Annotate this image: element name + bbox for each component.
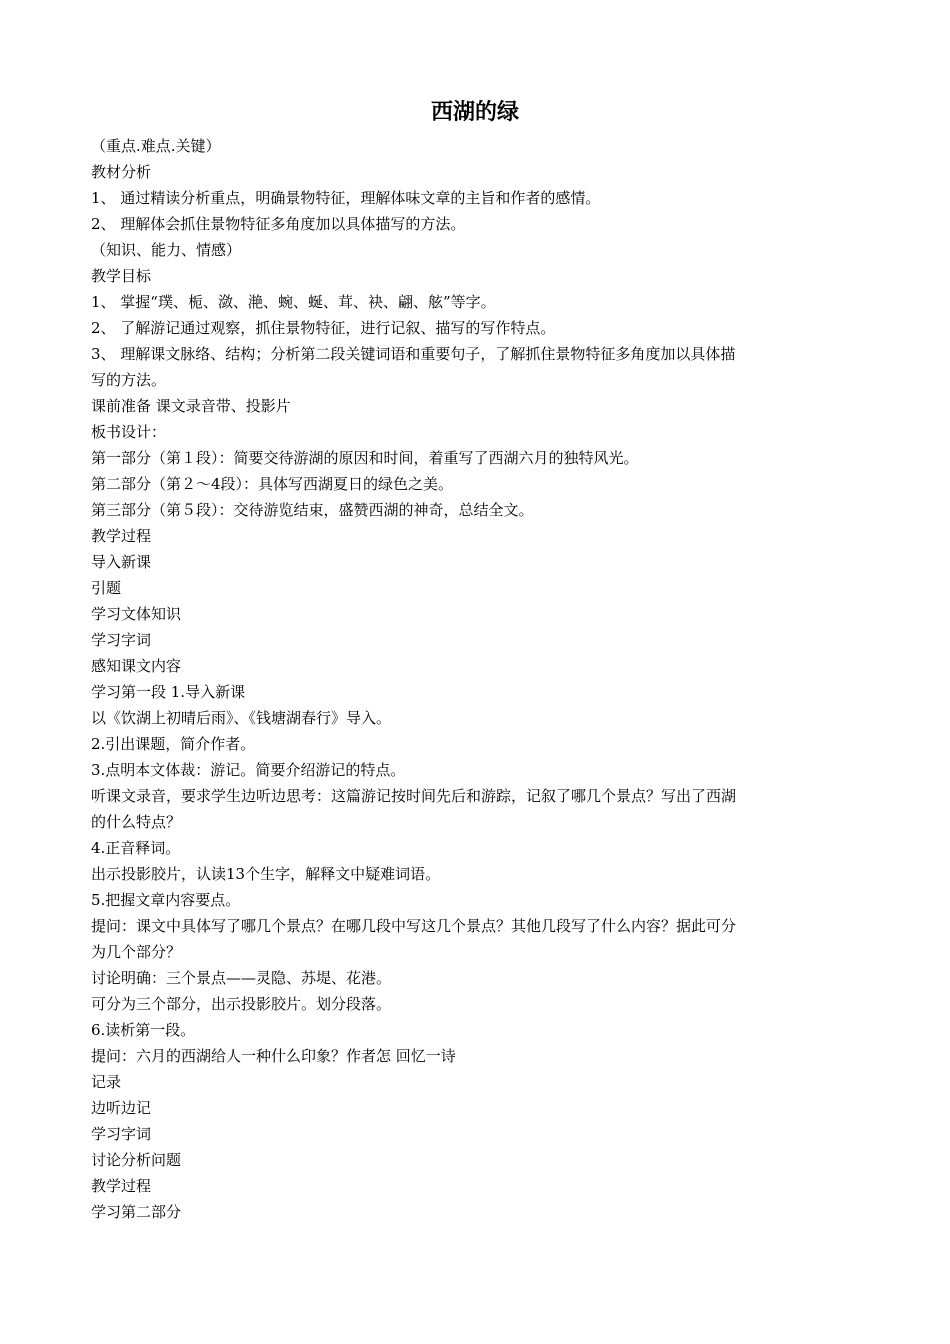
text-line: 听课文录音，要求学生边听边思考：这篇游记按时间先后和游踪，记叙了哪几个景点？写出了西湖 (91, 787, 737, 805)
text-line: 第三部分（第５段）：交待游览结束，盛赞西湖的神奇，总结全文。 (91, 501, 534, 519)
text-line: 1、 通过精读分析重点，明确景物特征，理解体味文章的主旨和作者的感情。 (91, 189, 601, 207)
text-line: 学习字词 (91, 631, 152, 649)
document-title: 西湖的绿 (430, 100, 519, 125)
text-line: 第一部分（第１段）：简要交待游湖的原因和时间，着重写了西湖六月的独特风光。 (91, 449, 639, 467)
text-line: 学习第一段 1.导入新课 (91, 683, 246, 701)
text-line: 提问：课文中具体写了哪几个景点？在哪几段中写这几个景点？其他几段写了什么内容？据此可分 (91, 917, 737, 935)
text-line: 教学目标 (91, 267, 152, 285)
text-line: 为几个部分？ (91, 943, 182, 961)
text-line: 可分为三个部分，出示投影胶片。划分段落。 (91, 995, 392, 1013)
text-line: 出示投影胶片，认读13个生字，解释文中疑难词语。 (91, 865, 441, 883)
text-line: 写的方法。 (91, 371, 167, 389)
text-line: 4.正音释词。 (91, 839, 181, 857)
text-line: 第二部分（第２～4段）：具体写西湖夏日的绿色之美。 (91, 475, 454, 493)
text-line: 讨论明确：三个景点——灵隐、苏堤、花港。 (91, 969, 392, 987)
text-line: 导入新课 (91, 553, 152, 571)
text-line: 以《饮湖上初晴后雨》、《钱塘湖春行》导入。 (91, 709, 392, 727)
text-line: 引题 (91, 579, 122, 597)
text-line: 教学过程 (91, 527, 152, 545)
text-line: 课前准备 课文录音带、投影片 (91, 397, 291, 415)
text-line: 3.点明本文体裁：游记。简要介绍游记的特点。 (91, 761, 406, 779)
text-line: （知识、能力、情感） (91, 241, 242, 259)
text-line: 学习字词 (91, 1125, 152, 1143)
text-line: 5.把握文章内容要点。 (91, 891, 241, 909)
text-line: 2.引出课题，简介作者。 (91, 735, 256, 753)
text-line: 教学过程 (91, 1177, 152, 1195)
text-line: 记录 (91, 1073, 122, 1091)
text-line: 讨论分析问题 (91, 1151, 182, 1169)
text-line: 边听边记 (91, 1099, 152, 1117)
text-line: 6.读析第一段。 (91, 1021, 196, 1039)
text-line: （重点.难点.关键） (91, 137, 221, 155)
text-line: 3、 理解课文脉络、结构；分析第二段关键词语和重要句子，了解抓住景物特征多角度加以具体描 (91, 345, 736, 363)
text-line: 1、 掌握“璞、栀、潋、滟、蜿、蜒、茸、袂、翩、舷”等字。 (91, 293, 496, 311)
text-line: 教材分析 (91, 163, 152, 181)
text-line: 2、 理解体会抓住景物特征多角度加以具体描写的方法。 (91, 215, 466, 233)
text-line: 学习第二部分 (91, 1203, 182, 1221)
text-line: 提问：六月的西湖给人一种什么印象？作者怎 回忆一诗 (91, 1047, 456, 1065)
text-line: 的什么特点？ (91, 813, 182, 831)
document-body (91, 133, 857, 1225)
text-line: 2、 了解游记通过观察，抓住景物特征，进行记叙、描写的写作特点。 (91, 319, 556, 337)
text-line: 感知课文内容 (91, 657, 182, 675)
text-line: 学习文体知识 (91, 605, 182, 623)
text-line: 板书设计： (91, 423, 167, 441)
